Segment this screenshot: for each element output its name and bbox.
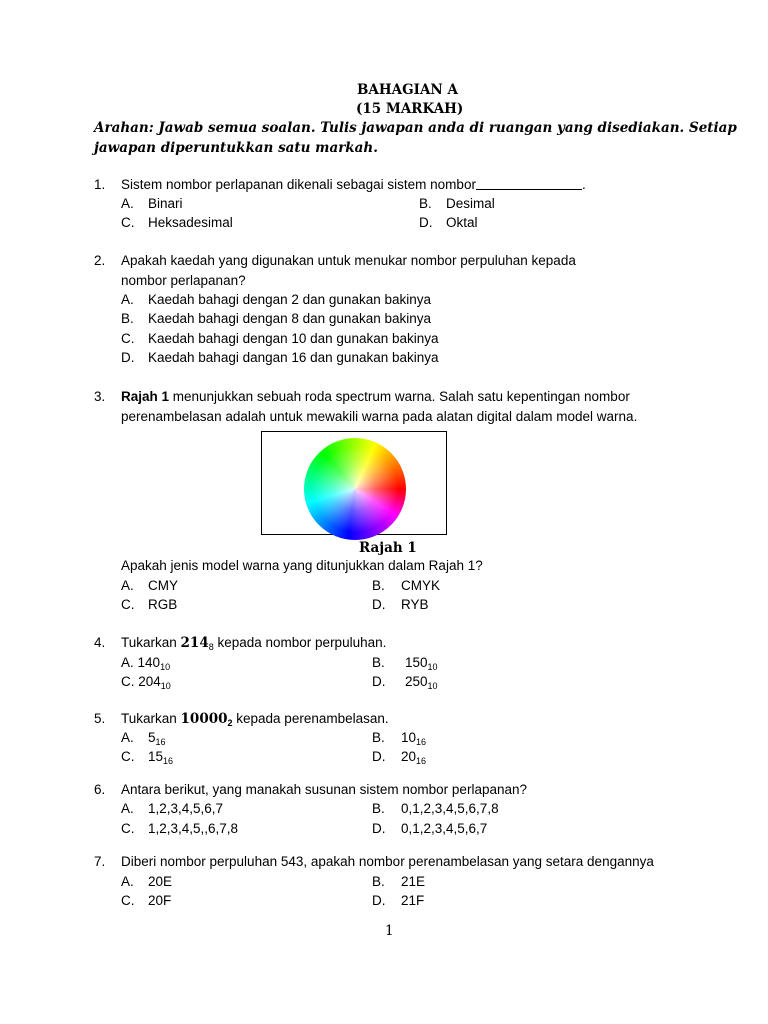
option-letter: B.	[121, 311, 134, 326]
section-title: BAHAGIAN A	[357, 82, 458, 98]
question-text-line-1: Apakah kaedah yang digunakan untuk menukar nombor perpuluhan kepada	[121, 253, 576, 268]
option-value: 20	[401, 749, 417, 764]
option-letter: B.	[372, 730, 385, 745]
option-text: Kaedah bahagi dengan 2 dan gunakan bakinya	[148, 292, 431, 307]
option-base: 10	[160, 662, 171, 672]
option-c	[121, 673, 171, 691]
option-letter: C.	[121, 821, 135, 836]
option-b	[372, 873, 425, 891]
option-c	[121, 748, 173, 766]
page-number: 1	[385, 923, 394, 939]
option-text: RGB	[148, 597, 178, 612]
question-text: Apakah jenis model warna yang ditunjukkan dalam Rajah 1?	[121, 558, 483, 573]
question-pre: Tukarkan	[121, 711, 181, 726]
question-text	[121, 710, 389, 728]
option-base: 16	[155, 737, 166, 747]
question-text-line-2: perenambelasan adalah untuk mewakili warna pada alatan digital dalam model warna.	[121, 409, 638, 424]
figure-caption: Rajah 1	[359, 540, 417, 556]
instructions-line-1: Arahan: Jawab semua soalan. Tulis jawapan anda di ruangan yang disediakan. Setiap	[94, 120, 737, 136]
question-text-line-2: nombor perlapanan?	[121, 273, 246, 288]
question-number: 6.	[94, 782, 106, 797]
option-a	[121, 577, 178, 595]
figure-reference: Rajah 1	[121, 389, 170, 404]
option-letter: A.	[121, 655, 134, 670]
question-number: 5.	[94, 711, 106, 726]
option-text: 21F	[401, 893, 425, 908]
option-b	[419, 195, 495, 213]
option-value: 140	[137, 655, 161, 670]
question-number: 4.	[94, 635, 106, 650]
option-letter: A.	[121, 730, 134, 745]
option-b	[372, 800, 499, 818]
question-number: 1.	[94, 177, 106, 192]
option-text: 0,1,2,3,4,5,6,7	[401, 821, 488, 836]
option-base: 10	[427, 662, 438, 672]
option-a	[121, 654, 170, 672]
option-text: Binari	[148, 196, 183, 211]
question-number: 2.	[94, 253, 106, 268]
option-d	[372, 596, 429, 614]
option-text: 20E	[148, 874, 173, 889]
option-text: Desimal	[446, 196, 495, 211]
option-a	[121, 291, 431, 309]
option-letter: D.	[372, 749, 386, 764]
option-text: 1,2,3,4,5,6,7	[148, 801, 224, 816]
option-c	[121, 892, 171, 910]
option-letter: C.	[121, 749, 135, 764]
option-text: Heksadesimal	[148, 215, 233, 230]
option-base: 10	[427, 681, 438, 691]
option-b	[372, 654, 438, 672]
option-c	[121, 330, 439, 348]
question-stem: menunjukkan sebuah roda spectrum warna. Salah satu kepentingan nombor	[169, 389, 630, 404]
answer-blank	[476, 176, 582, 190]
option-letter: B.	[372, 801, 385, 816]
option-text: Oktal	[446, 215, 478, 230]
option-text: CMYK	[401, 578, 441, 593]
option-text: CMY	[148, 578, 178, 593]
option-letter: A.	[121, 292, 134, 307]
option-d	[372, 892, 424, 910]
option-text: RYB	[401, 597, 429, 612]
option-letter: D.	[372, 821, 386, 836]
option-c	[121, 596, 177, 614]
option-value: 5	[148, 730, 156, 745]
option-text: 0,1,2,3,4,5,6,7,8	[401, 801, 499, 816]
option-base: 16	[163, 756, 174, 766]
option-letter: D.	[419, 215, 433, 230]
option-text: Kaedah bahagi dengan 8 dan gunakan bakinya	[148, 311, 431, 326]
option-letter: D.	[121, 350, 135, 365]
option-base: 10	[160, 681, 171, 691]
question-base: 8	[208, 642, 214, 652]
figure-color-wheel	[261, 431, 447, 535]
option-a	[121, 800, 223, 818]
option-value: 15	[148, 749, 164, 764]
option-value: 150	[405, 655, 428, 670]
question-value: 10000	[180, 711, 228, 727]
option-letter: A.	[121, 578, 134, 593]
section-marks: (15 MARKAH)	[356, 101, 464, 117]
question-text: Diberi nombor perpuluhan 543, apakah nombor perenambelasan yang setara dengannya	[121, 854, 654, 869]
option-b	[121, 310, 431, 328]
question-post: kepada perenambelasan.	[232, 711, 389, 726]
question-stem: Sistem nombor perlapanan dikenali sebagai sistem nombor	[121, 177, 476, 192]
option-base: 16	[416, 756, 427, 766]
option-base: 16	[416, 737, 427, 747]
color-wheel-image	[304, 438, 406, 540]
option-text: 20F	[148, 893, 172, 908]
option-d	[372, 820, 487, 838]
option-letter: B.	[372, 874, 385, 889]
question-text	[121, 634, 386, 652]
option-value: 204	[138, 674, 161, 689]
option-letter: D.	[372, 893, 386, 908]
option-letter: A.	[121, 874, 134, 889]
question-text-line-1	[121, 388, 630, 406]
option-letter: D.	[372, 597, 386, 612]
option-letter: C.	[121, 893, 135, 908]
option-letter: A.	[121, 196, 134, 211]
option-letter: B.	[419, 196, 432, 211]
option-letter: C.	[121, 331, 135, 346]
option-letter: A.	[121, 801, 134, 816]
option-d	[121, 349, 439, 367]
option-text: Kaedah bahagi dengan 10 dan gunakan bakinya	[148, 331, 439, 346]
question-number: 3.	[94, 389, 106, 404]
option-d	[372, 748, 426, 766]
option-text: 21E	[401, 874, 426, 889]
option-d	[419, 214, 478, 232]
question-end: .	[581, 177, 586, 192]
question-number: 7.	[94, 854, 106, 869]
option-text: Kaedah bahagi dangan 16 dan gunakan bakinya	[148, 350, 439, 365]
question-text: Antara berikut, yang manakah susunan sistem nombor perlapanan?	[121, 782, 527, 797]
option-letter: C.	[121, 215, 135, 230]
question-text	[121, 176, 586, 194]
question-post: kepada nombor perpuluhan.	[213, 635, 387, 650]
option-value: 250	[405, 674, 428, 689]
option-letter: D.	[372, 674, 386, 689]
option-letter: B.	[372, 578, 385, 593]
question-base: 2	[227, 718, 233, 728]
option-letter: C.	[121, 674, 135, 689]
option-a	[121, 729, 166, 747]
option-b	[372, 729, 426, 747]
option-b	[372, 577, 440, 595]
option-a	[121, 873, 172, 891]
option-text: 1,2,3,4,5,,6,7,8	[148, 821, 239, 836]
instructions-line-2: jawapan diperuntukkan satu markah.	[94, 140, 378, 156]
option-c	[121, 820, 238, 838]
question-pre: Tukarkan	[121, 635, 181, 650]
option-c	[121, 214, 233, 232]
option-letter: C.	[121, 597, 135, 612]
option-letter: B.	[372, 655, 385, 670]
option-d	[372, 673, 438, 691]
question-value: 214	[180, 635, 209, 651]
option-a	[121, 195, 183, 213]
option-value: 10	[401, 730, 417, 745]
